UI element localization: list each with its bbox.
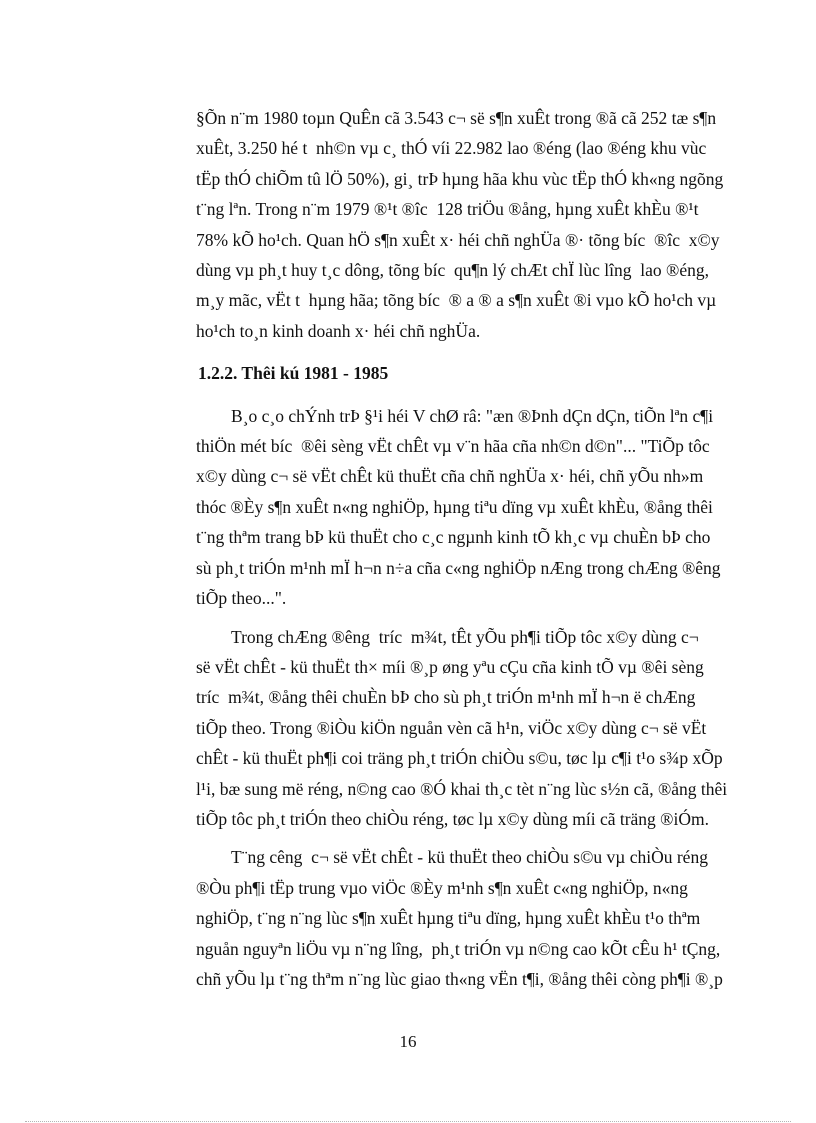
page-body [196, 103, 730, 994]
text-line: 78% kÕ ho¹ch. Quan hÖ s¶n xuÊt x· héi chñ nghÜa ®· tõng bíc ®îc x©y [196, 229, 720, 250]
text-line: tiÕp theo. Trong ®iÒu kiÖn nguån vèn cã h¹n, viÖc x©y dùng c¬ së vËt [196, 717, 707, 738]
text-line: tiÕp theo...". [196, 588, 287, 609]
text-line: ®Òu ph¶i tËp trung vµo viÖc ®Èy m¹nh s¶n xuÊt c«ng nghiÖp, n«ng [196, 877, 688, 898]
text-line: tiÕp tôc ph¸t triÓn theo chiÒu réng, tøc lµ x©y dùng míi cã träng ®iÓm. [196, 808, 709, 829]
text-line: chñ yÕu lµ t¨ng thªm n¨ng lùc giao th«ng vËn t¶i, ®ång thêi còng ph¶i ®¸p [196, 968, 723, 989]
text-line: sù ph¸t triÓn m¹nh mÏ h¬n n÷a cña c«ng nghiÖp nÆng trong chÆng ®êng [196, 557, 721, 578]
text-line: thóc ®Èy s¶n xuÊt n«ng nghiÖp, hµng tiªu dïng vµ xuÊt khÈu, ®ång thêi [196, 496, 713, 517]
text-line: B¸o c¸o chÝnh trÞ §¹i héi V chØ râ: "æn ®Þnh dÇn dÇn, tiÕn lªn c¶i [196, 405, 714, 426]
paragraph-4 [196, 842, 730, 994]
text-line: tríc m¾t, ®ång thêi chuÈn bÞ cho sù ph¸t triÓn m¹nh mÏ h¬n ë chÆng [196, 687, 696, 708]
text-line: nguån nguyªn liÖu vµ n¨ng lîng, ph¸t triÓn vµ n©ng cao kÕt cÊu h¹ tÇng, [196, 938, 721, 959]
text-line: m¸y mãc, vËt t hµng hãa; tõng bíc ® a ® a s¶n xuÊt ®i vµo kÕ ho¹ch vµ [196, 290, 717, 311]
text-line: dùng vµ ph¸t huy t¸c dông, tõng bíc qu¶n lý chÆt chÏ lùc lîng lao ®éng, [196, 260, 709, 281]
text-line: §Õn n¨m 1980 toµn QuÊn cã 3.543 c¬ së s¶n xuÊt trong ®ã cã 252 tæ s¶n [196, 108, 717, 128]
text-line: ho¹ch to¸n kinh doanh x· héi chñ nghÜa. [196, 320, 481, 341]
text-line: x©y dùng c¬ së vËt chÊt kü thuËt cña chñ nghÜa x· héi, chñ yÕu nh»m [196, 466, 704, 487]
text-line: tËp thÓ chiÕm tû lÖ 50%), gi¸ trÞ hµng hãa khu vùc tËp thÓ kh«ng ngõng [196, 168, 724, 189]
paragraph-3 [196, 622, 730, 835]
section-heading: 1.2.2. Thêi kú 1981 - 1985 [198, 363, 389, 384]
page-bottom-border [25, 1121, 791, 1122]
text-line: l¹i, bæ sung më réng, n©ng cao ®Ó khai th¸c tèt n¨ng lùc s½n cã, ®ång thêi [196, 778, 728, 799]
text-line: xuÊt, 3.250 hé t nh©n vµ c¸ thÓ víi 22.982 lao ®éng (lao ®éng khu vùc [196, 138, 707, 159]
text-line: t¨ng lªn. Trong n¨m 1979 ®¹t ®îc 128 triÖu ®ång, hµng xuÊt khÈu ®¹t [196, 199, 699, 220]
text-line: Trong chÆng ®êng tríc m¾t, tÊt yÕu ph¶i tiÕp tôc x©y dùng c¬ [196, 626, 699, 647]
text-line: nghiÖp, t¨ng n¨ng lùc s¶n xuÊt hµng tiªu dïng, hµng xuÊt khÈu t¹o thªm [196, 908, 701, 929]
paragraph-2 [196, 401, 730, 614]
text-line: chÊt - kü thuËt ph¶i coi träng ph¸t triÓn chiÒu s©u, tøc lµ c¶i t¹o s¾p xÕp [196, 748, 723, 769]
text-line: T¨ng cêng c¬ së vËt chÊt - kü thuËt theo chiÒu s©u vµ chiÒu réng [196, 847, 708, 868]
page-number: 16 [399, 1032, 417, 1051]
text-line: t¨ng thªm trang bÞ kü thuËt cho c¸c ngµnh kinh tÕ kh¸c vµ chuÈn bÞ cho [196, 527, 711, 548]
paragraph-1 [196, 103, 730, 346]
text-line: së vËt chÊt - kü thuËt th× míi ®¸p øng yªu cÇu cña kinh tÕ vµ ®êi sèng [196, 656, 704, 677]
text-line: thiÖn mét bíc ®êi sèng vËt chÊt vµ v¨n hãa cña nh©n d©n"... "TiÕp tôc [196, 436, 710, 457]
